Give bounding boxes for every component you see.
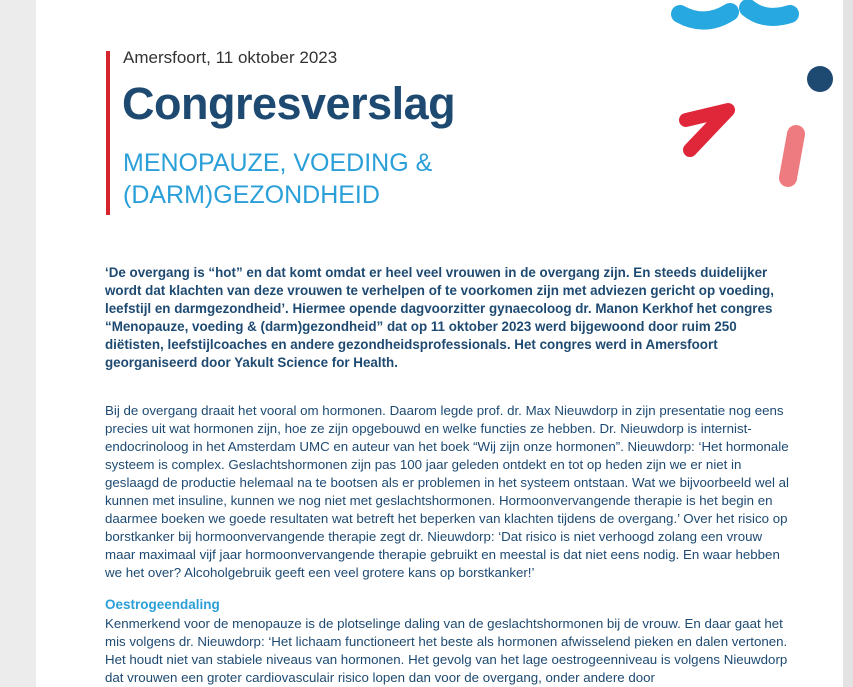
viewer-scrollbar[interactable] (843, 0, 853, 687)
dateline: Amersfoort, 11 oktober 2023 (123, 48, 338, 67)
blue-stroke-left (680, 12, 730, 21)
decorative-shapes (660, 0, 840, 200)
blue-stroke-right (748, 8, 790, 17)
title-accent-bar (106, 51, 110, 215)
page-title: Congresverslag (122, 78, 456, 129)
section-heading: Oestrogeendaling (105, 597, 220, 612)
intro-paragraph: ‘De overgang is “hot” en dat komt omdat er heel veel vrouwen in de overgang zijn. En steeds duidelijker wordt dat klachten van deze vrouwen te verhelpen of te voorkomen zijn met adviezen gericht op voeding, leefstijl en darmgezondheid’. Hiermee opende dagvoorzitter gynaecoloog dr. Manon Kerkhof het congres “Menopauze, voeding & (darm)gezondheid” dat op 11 oktober 2023 werd bijgewoond door ruim 250 diëtisten, leefstijlcoaches en andere gezondheidsprofessionals. Het congres werd in Amersfoort georganiseerd door Yakult Science for Health. (105, 265, 774, 370)
body-paragraph: Bij de overgang draait het vooral om hormonen. Daarom legde prof. dr. Max Nieuwdorp in zijn presentatie nog eens precies uit wat hormonen zijn, hoe ze zijn opgebouwd en welke functies ze hebben. Dr. Nieuwdorp is internist-endocrinoloog in het Amsterdam UMC en auteur van het boek “Wij zijn onze hormonen”. Nieuwdorp: ‘Het hormonale systeem is complex. Geslachtshormonen zijn pas 100 jaar geleden ontdekt en tot op heden zijn we er niet in geslaagd de productie helemaal na te bootsen als er problemen in het systeem ontstaan. Wat we bijvoorbeeld wel al kunnen met insuline, kunnen we nog niet met geslachtshormonen. Hormoonvervangende therapie is het begin en daarmee boeken we goede resultaten wat betreft het beperken van klachten tijdens de overgang.’ Over het risico op borstkanker bij hormoonvervangende therapie zegt dr. Nieuwdorp: ‘Dat risico is niet verhoogd zolang een vrouw maar maximaal vijf jaar hormoonvervangende therapie gebruikt en meestal is dat niet eens nodig. En waar hebben we het over? Alcoholgebruik geeft een veel grotere kans op borstkanker!’ (105, 403, 789, 580)
red-chevron (686, 110, 728, 150)
viewer-left-margin (0, 0, 36, 687)
section-paragraph: Kenmerkend voor de menopauze is de plotselinge daling van de geslachtshormonen bij de vrouw. En daar gaat het mis volgens dr. Nieuwdorp: ‘Het lichaam functioneert het beste als hormonen afwisselend pieken en dalen vertonen. Het houdt niet van stabiele niveaus van hormonen. Het gevolg van het lage oestrogeenniveau is volgens Nieuwdorp dat vrouwen een groter cardiovasculair risico lopen dan voor de overgang, onder andere door (105, 616, 788, 685)
page-subtitle: MENOPAUZE, VOEDING & (DARM)GEZONDHEID (123, 149, 433, 209)
pink-bar (788, 134, 796, 178)
navy-dot (807, 66, 833, 92)
